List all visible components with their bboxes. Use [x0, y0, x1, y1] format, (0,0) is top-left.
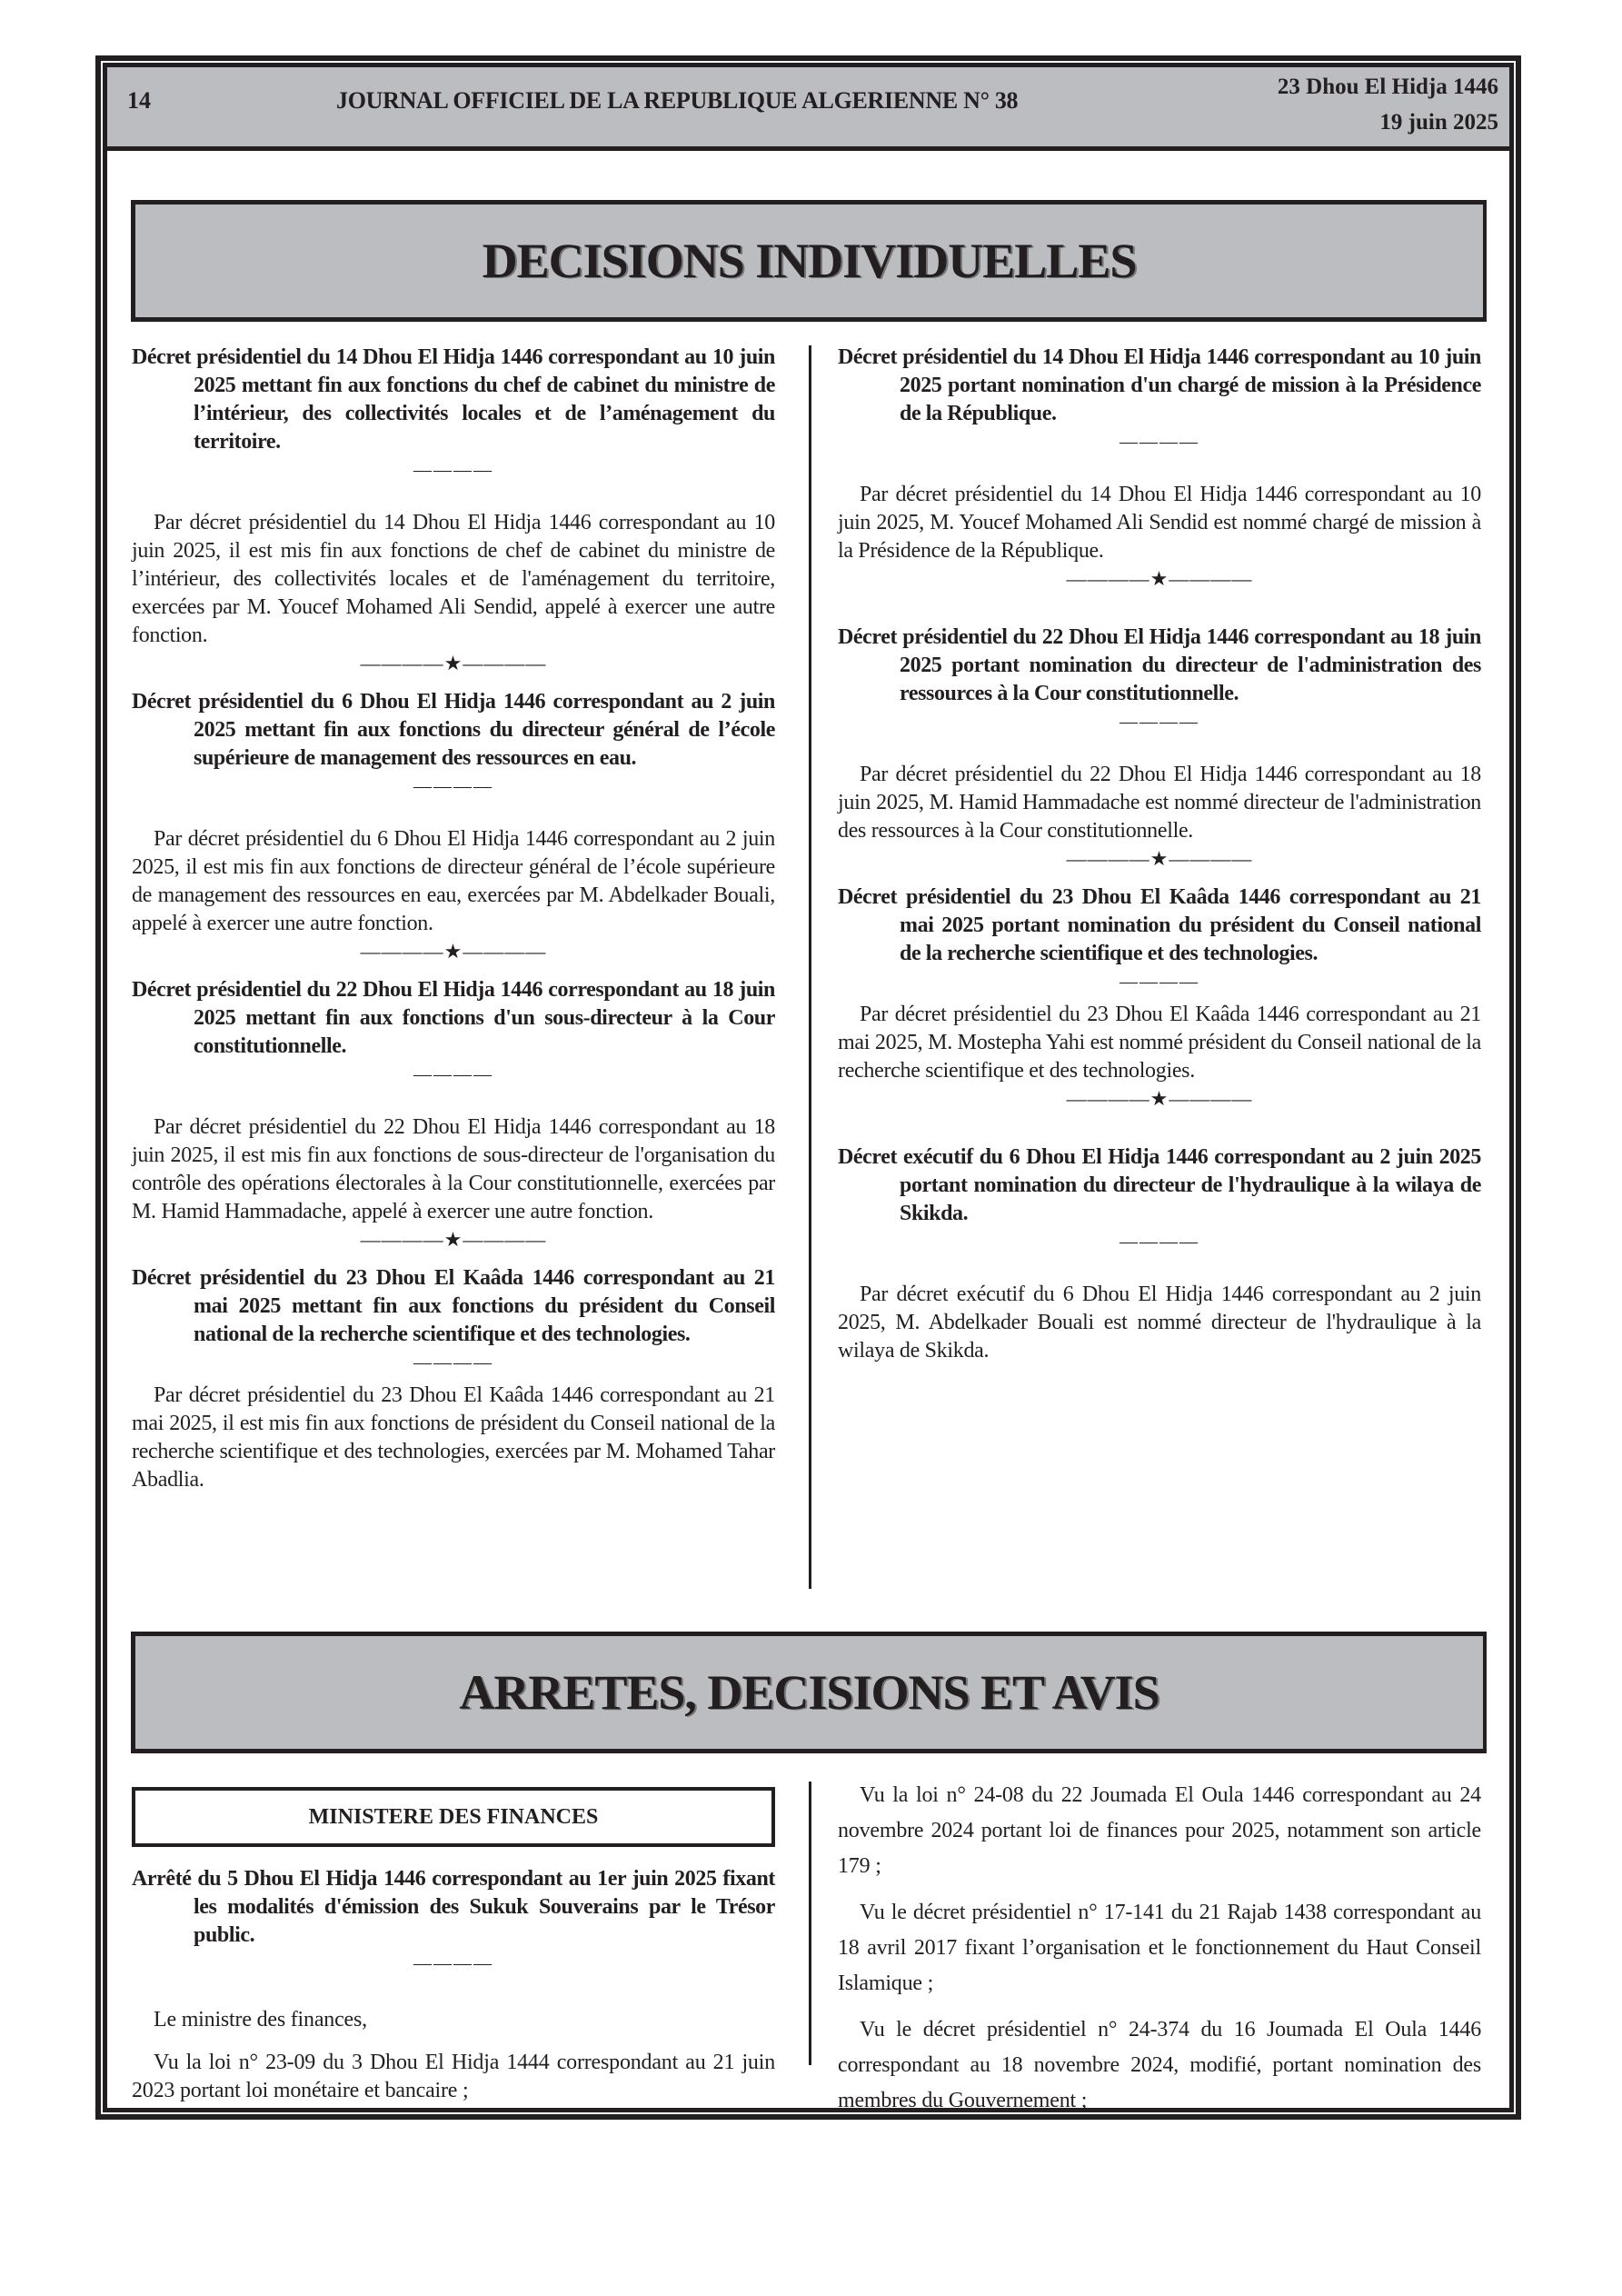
decree-entry	[838, 1143, 1481, 1365]
decree-entry	[132, 344, 775, 675]
short-separator: ————	[413, 460, 493, 480]
decree-entry	[838, 344, 1481, 624]
column-divider	[809, 1782, 811, 2065]
right-column	[838, 344, 1481, 1365]
column-divider	[809, 345, 811, 1589]
decree-entry	[838, 883, 1481, 1143]
decree-entry	[838, 624, 1481, 871]
short-separator: ————	[1119, 712, 1199, 732]
star-separator: ————★————	[360, 940, 547, 963]
issue-date-hijri: 23 Dhou El Hidja 1446	[1277, 75, 1498, 99]
decree-title: Décret présidentiel du 22 Dhou El Hidja 1446 correspondant au 18 juin 2025 portant nomination du directeur de l'administration des ressources à la Cour constitutionnelle.	[838, 625, 1481, 705]
visa-paragraph: Vu le décret présidentiel n° 24-374 du 16 Joumada El Oula 1446 correspondant au 18 novembre 2024, modifié, portant nomination des membres du Gouvernement ;	[838, 2018, 1481, 2112]
decree-title: Décret présidentiel du 6 Dhou El Hidja 1446 correspondant au 2 juin 2025 mettant fin aux fonctions du directeur général de l’école supérieure de management des ressources en eau.	[132, 690, 775, 770]
issue-date	[1278, 69, 1498, 140]
star-separator: ————★————	[360, 1228, 547, 1251]
decree-entry	[132, 976, 775, 1252]
section-title: ARRETES, DECISIONS ET AVIS	[459, 1665, 1159, 1720]
star-separator: ————★————	[1066, 847, 1253, 870]
short-separator: ————	[1119, 432, 1199, 452]
decree-title: Décret exécutif du 6 Dhou El Hidja 1446 correspondant au 2 juin 2025 portant nomination du directeur de l'hydraulique à la wilaya de Skikda.	[838, 1145, 1481, 1225]
short-separator: ————	[1119, 972, 1199, 992]
arrete-right-column	[838, 1778, 1481, 2130]
decree-body: Par décret présidentiel du 22 Dhou El Hidja 1446 correspondant au 18 juin 2025, il est mis fin aux fonctions de sous-directeur de l'organisation du contrôle des opérations électorales à la Cour constitutionnelle, exercées par M. Hamid Hammadache, appelé à exercer une autre fonction.	[132, 1115, 775, 1223]
decree-entry	[132, 688, 775, 963]
issue-date-gregorian: 19 juin 2025	[1379, 110, 1498, 135]
visa-paragraph: Vu la loi n° 23-09 du 3 Dhou El Hidja 1444 correspondant au 21 juin 2023 portant loi monétaire et bancaire ;	[132, 2051, 775, 2102]
decree-body: Par décret présidentiel du 14 Dhou El Hidja 1446 correspondant au 10 juin 2025, il est mis fin aux fonctions de chef de cabinet du ministre de l’intérieur, des collectivités locales et de l'aménagement du territoire, exercées par M. Youcef Mohamed Ali Sendid, appelé à exercer une autre fonction.	[132, 511, 775, 647]
left-column	[132, 344, 775, 1494]
decree-title: Décret présidentiel du 23 Dhou El Kaâda 1446 correspondant au 21 mai 2025 mettant fin aux fonctions du président du Conseil national de la recherche scientifique et des technologies.	[132, 1266, 775, 1346]
visa-paragraph: Vu le décret présidentiel n° 17-141 du 21 Rajab 1438 correspondant au 18 avril 2017 fixant l’organisation et le fonctionnement du Haut Conseil Islamique ;	[838, 1901, 1481, 1995]
decree-body: Par décret exécutif du 6 Dhou El Hidja 1446 correspondant au 2 juin 2025, M. Abdelkader Bouali est nommé directeur de l'hydraulique à la wilaya de Skikda.	[838, 1283, 1481, 1363]
arrete-left-column	[132, 1787, 775, 2116]
star-separator: ————★————	[1066, 567, 1253, 590]
short-separator: ————	[413, 1953, 493, 1973]
short-separator: ————	[413, 1064, 493, 1084]
decree-title: Décret présidentiel du 14 Dhou El Hidja 1446 correspondant au 10 juin 2025 mettant fin aux fonctions du chef de cabinet du ministre de l’intérieur, des collectivités locales et de l’aménagement du territoire.	[132, 345, 775, 454]
decree-title: Décret présidentiel du 23 Dhou El Kaâda 1446 correspondant au 21 mai 2025 portant nomination du président du Conseil national de la recherche scientifique et des technologies.	[838, 885, 1481, 965]
decree-body: Par décret présidentiel du 6 Dhou El Hidja 1446 correspondant au 2 juin 2025, il est mis fin aux fonctions de directeur général de l’école supérieure de management des ressources en eau, exercées par M. Abdelkader Bouali, appelé à exercer une autre fonction.	[132, 827, 775, 935]
page-number: 14	[127, 87, 151, 114]
section-title: DECISIONS INDIVIDUELLES	[482, 234, 1137, 288]
decree-title: Décret présidentiel du 22 Dhou El Hidja 1446 correspondant au 18 juin 2025 mettant fin aux fonctions d'un sous-directeur à la Cour constitutionnelle.	[132, 978, 775, 1058]
decree-title: Décret présidentiel du 14 Dhou El Hidja 1446 correspondant au 10 juin 2025 portant nomination d'un chargé de mission à la Présidence de la République.	[838, 345, 1481, 425]
decree-body: Par décret présidentiel du 22 Dhou El Hidja 1446 correspondant au 18 juin 2025, M. Hamid Hammadache est nommé directeur de l'administration des ressources à la Cour constitutionnelle.	[838, 763, 1481, 843]
decree-body: Par décret présidentiel du 23 Dhou El Kaâda 1446 correspondant au 21 mai 2025, il est mis fin aux fonctions de président du Conseil national de la recherche scientifique et des technologies, exercées par M. Mohamed Tahar Abadlia.	[132, 1383, 775, 1492]
short-separator: ————	[413, 776, 493, 796]
decree-body: Par décret présidentiel du 14 Dhou El Hidja 1446 correspondant au 10 juin 2025, M. Youcef Mohamed Ali Sendid est nommé chargé de mission à la Présidence de la République.	[838, 483, 1481, 563]
visa-paragraph: Vu la loi n° 24-08 du 22 Joumada El Oula 1446 correspondant au 24 novembre 2024 portant loi de finances pour 2025, notamment son article 179 ;	[838, 1783, 1481, 1878]
decree-body: Par décret présidentiel du 23 Dhou El Kaâda 1446 correspondant au 21 mai 2025, M. Mostepha Yahi est nommé président du Conseil national de la recherche scientifique et des technologies.	[838, 1003, 1481, 1083]
section-heading-decisions-individuelles	[131, 200, 1487, 322]
decree-entry	[132, 1264, 775, 1494]
star-separator: ————★————	[1066, 1087, 1253, 1110]
short-separator: ————	[1119, 1232, 1199, 1252]
ministry-heading: MINISTERE DES FINANCES	[132, 1787, 775, 1847]
short-separator: ————	[413, 1353, 493, 1373]
star-separator: ————★————	[360, 652, 547, 674]
arrete-intro: Le ministre des finances,	[154, 2008, 367, 2031]
journal-title: JOURNAL OFFICIEL DE LA REPUBLIQUE ALGERIENNE N° 38	[336, 87, 1019, 114]
arrete-title: Arrêté du 5 Dhou El Hidja 1446 correspondant au 1er juin 2025 fixant les modalités d'émission des Sukuk Souverains par le Trésor public.	[132, 1867, 775, 1947]
section-heading-arretes	[131, 1632, 1487, 1753]
